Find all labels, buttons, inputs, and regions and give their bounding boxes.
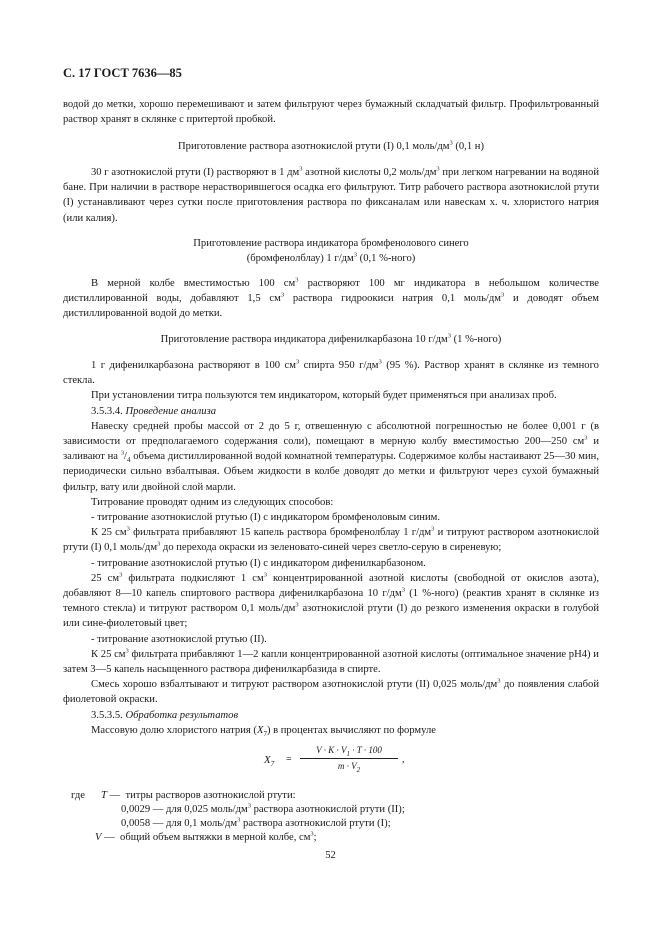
formula: $X_7$ = $V \cdot K \cdot V_1 \cdot T \cdot 100$ $m \cdot V_2$ , xyxy=(264,745,405,774)
text-block-1: водой до метки, хорошо перемешивают и затем фильтруют через бумажный складчатый фильтр. Профильтрованный раствор хранят в склянке с притертой пробкой. xyxy=(63,99,599,126)
page-number: 52 xyxy=(325,850,336,861)
text-block-2: 30 г азотнокислой ртути (I) растворяют в 1 $дм^3$ азотной кислоты 0,2 моль/$дм^3$ при легком нагревании на водяной бане. При наличии в растворе нерастворившегося осадка его фильтруют. Титр рабочего раствора азотнокислой ртути (I) устанавливают через сутки после приготовления раствора по фиксаналам или навескам х. ч. хлористого натрия (или калия). xyxy=(63,165,599,224)
text-block-4: 1 г дифенилкарбазона растворяют в 100 $см^3$ спирта 950 $г/дм^3$ (95 %). Раствор хранят в склянке из темного стекла. При установлении титра пользуются тем индикатором, который будет применяться при анализах проб. 3.5.3.4. Проведение анализа Навеску средней пробы массой от 2 до 5 г, отвешенную с абсолютной погрешностью не более 0,001 г (в зависимости от предполагаемого содержания соли), помещают в мерную колбу вместимостью 200—250 $см^3$ и заливают на $^3/_4$ объема дистиллированной водой комнатной температуры. Содержимое колбы настаивают 25—30 мин, периодически сильно взбалтывая. Объем жидкости в колбе доводят до метки и фильтруют через сухой бумажный фильтр, вату или двойной слой марли. Титрование проводят одним из следующих способов: - титрование азотнокислой ртутью (I) с индикатором бромфеноловым синим. К 25 $см^3$ фильтрата прибавляют 15 капель раствора бромфенолблау 1 $г/дм^3$ и титруют раствором азотнокислой ртути (I) 0,1 моль/$дм^3$ до перехода окраски из зеленовато-синей через светло-серую в сиреневую; - титрование азотнокислой ртутью (I) с индикатором дифенилкарбазоном. 25 $см^3$ фильтрата подкисляют 1 $см^3$ концентрированной азотной кислоты (свободной от окислов азота), добавляют 8—10 капель спиртового раствора дифенилкарбазона 10 $г/дм^3$ (1 %-ного) (реактив хранят в склянке из темного стекла) и титруют раствором 0,1 моль/$дм^3$ азотнокислой ртути (I) до резкого изменения окраски в голубой или сине-фиолетовый цвет; - титрование азотнокислой ртутью (II). К 25 $см^3$ фильтрата прибавляют 1—2 капли концентрированной азотной кислоты (оптимальное значение рН4) и затем 3—5 капель насыщенного раствора дифенилкарбазида в спирте. Смесь хорошо взбалтывают и титруют раствором азотнокислой ртути (II) 0,025 моль/$дм^3$ до появления слабой фиолетовой окраски. 3.5.3.5. Обработка результатов Массовую долю хлористого натрия $(X_7)$ в процентах вычисляют по формуле xyxy=(63,358,599,738)
section-heading: Приготовление раствора индикатора дифенилкарбазона 10 $г/дм^3$ (1 %-ного) xyxy=(160,332,502,345)
legend-line: V — общий объем вытяжки в мерной колбе, $см^3$; xyxy=(95,830,317,843)
text-block-3: В мерной колбе вместимостью 100 $см^3$ растворяют 100 мг индикатора в небольшом количестве дистиллированной воды, добавляют 1,5 $см^3$ раствора гидроокиси натрия 0,1 моль/$дм^3$ и доводят объем дистиллированной водой до метки. xyxy=(63,276,600,320)
section-heading: Приготовление раствора индикатора бромфенолового синего (бромфенолблау) 1 $г/дм^3$ (0,1 %-ного) xyxy=(193,238,469,265)
legend-line: 0,0058 — для 0,1 моль/$дм^3$ раствора азотнокислой ртути (I); xyxy=(121,816,391,829)
page-header: С. 17 ГОСТ 7636—85 xyxy=(63,66,182,80)
section-heading: Приготовление раствора азотнокислой ртути (I) 0,1 моль/$дм^3$ (0,1 н) xyxy=(178,139,484,152)
legend-line: 0,0029 — для 0,025 моль/$дм^3$ раствора азотнокислой ртути (II); xyxy=(121,802,405,815)
legend-line: где T — титры растворов азотнокислой ртути: xyxy=(71,790,296,801)
